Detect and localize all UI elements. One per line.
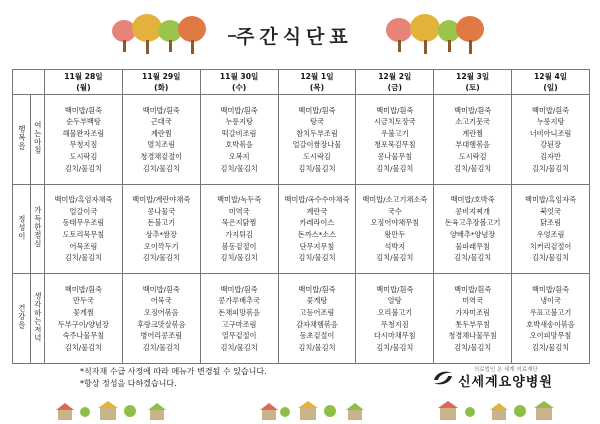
dish-item: 시금치토장국 [373, 117, 416, 127]
menu-cell [200, 184, 278, 274]
dish-item: 병어리콩조림 [140, 331, 183, 341]
dish-item: 얼갈이국 [69, 206, 98, 216]
day-of-week: (일) [543, 83, 558, 92]
hospital-name: 신세계요양병원 [458, 375, 553, 390]
dish-item: 김치/물김치 [142, 342, 180, 352]
dish-item: 김치/물김치 [220, 163, 258, 173]
dish-item: 김치/물김치 [454, 163, 492, 173]
dish-item: 너비아니조림 [529, 128, 572, 138]
dish-item: 백미밥/소고기채소죽 [362, 195, 428, 205]
dish-item: 오이피망무침 [529, 331, 572, 341]
dish-item: 오리불고기 [377, 308, 413, 318]
day-header [434, 70, 512, 95]
dish-item: 양배추*양념장 [450, 229, 496, 239]
houses-illustration [0, 392, 600, 424]
day-header [278, 70, 356, 95]
header-row [13, 70, 590, 95]
dish-item: 알탕 [387, 296, 402, 306]
dish-item: 김치/물김치 [142, 163, 180, 173]
dish-item: 도시락김 [303, 151, 331, 161]
meal-slogan [13, 95, 31, 185]
menu-cell [512, 184, 590, 274]
hospital-foundation: 의료법인 온 세계 의료재단 [474, 367, 538, 373]
dish-item: 다시마채무침 [373, 331, 416, 341]
meal-slogan-text: 건강을 [17, 304, 27, 330]
menu-cell [45, 95, 123, 185]
dish-item: 동태무우조림 [62, 218, 105, 228]
page-title: 주간식단표 [236, 26, 353, 48]
dish-item: 두부구이/양념장 [57, 319, 109, 329]
meal-label [31, 184, 45, 274]
menu-cell [356, 95, 434, 185]
day-header [122, 70, 200, 95]
dish-item: 닭조림 [540, 218, 561, 228]
day-of-week: (화) [154, 83, 169, 92]
day-header [200, 70, 278, 95]
dish-item: 콩가루배추국 [218, 296, 260, 306]
dish-item: 김치/물김치 [531, 163, 570, 173]
dish-item: 김치/물김치 [454, 342, 492, 352]
meal-label [31, 274, 45, 364]
dish-item: 근대국 [150, 117, 172, 127]
dish-item: 김치/물김치 [376, 342, 414, 352]
dish-item: 김치/물김치 [298, 253, 336, 263]
dish-item: 동초겉절이 [299, 331, 335, 341]
dish-item: 누룽지탕 [536, 117, 565, 127]
menu-cell [122, 274, 200, 364]
tree-illustration-right [384, 14, 494, 54]
day-date: 11월 29일 [142, 72, 181, 81]
meal-label-text: 생각하는저녁 [33, 291, 43, 343]
dish-item: 국수 [387, 206, 402, 216]
dish-item: 후랑크맛살볶음 [136, 319, 186, 329]
menu-body [13, 95, 590, 364]
dish-item: 무청지짐 [69, 140, 98, 150]
dish-item: 돈채피망볶음 [218, 308, 260, 318]
dish-item: 백미밥/흰죽 [531, 284, 570, 294]
dish-item: 우불고기 [380, 128, 409, 138]
dish-item: 물파래무침 [455, 241, 490, 251]
dish-item: 김자반 [540, 151, 561, 161]
dish-item: 석박지 [384, 241, 406, 251]
dish-item: 미역국 [228, 206, 250, 216]
dish-item: 왕만두 [384, 229, 406, 239]
dish-item: 백미밥/흰죽 [376, 284, 414, 294]
dish-item: 돈육고추장볼고기 [444, 218, 501, 228]
header [0, 0, 600, 66]
dish-item: 백미밥/녹두죽 [217, 195, 262, 205]
dish-item: 우표고불고기 [529, 308, 572, 318]
dish-item: 백미밥/흑임자죽 [525, 195, 577, 205]
dish-item: 치커리겉절이 [529, 241, 572, 251]
dish-item: 북엇국 [540, 206, 561, 216]
dish-item: 돈불고기 [147, 218, 176, 228]
dish-item: 콩나물무침 [377, 151, 413, 161]
menu-cell [122, 184, 200, 274]
dish-item: 도시락김 [458, 151, 487, 161]
dish-item: 강된장 [540, 140, 561, 150]
hospital-logo [432, 364, 592, 392]
day-date: 11월 28일 [64, 72, 103, 81]
day-of-week: (수) [231, 83, 247, 92]
dish-item: 김치/물김치 [531, 342, 570, 352]
dish-item: 김치/물김치 [454, 253, 492, 263]
dish-item: 도토리묵무침 [62, 229, 105, 239]
dish-item: 냉이국 [540, 296, 561, 306]
day-date: 12월 1일 [300, 72, 334, 81]
dish-item: 백미밥/흰죽 [220, 284, 258, 294]
dish-item: 김치/물김치 [142, 253, 180, 263]
day-date: 12월 4일 [533, 72, 568, 81]
meal-row [13, 95, 590, 185]
dish-item: 백미밥/흰죽 [376, 105, 414, 115]
dish-item: 김치/물김치 [531, 253, 570, 263]
meal-label-text: 여는아침 [33, 120, 43, 155]
dish-item: 백미밥/호박죽 [450, 195, 495, 205]
meal-slogan [13, 184, 31, 274]
dish-item: 고구마조림 [221, 319, 257, 329]
meal-slogan [13, 274, 31, 364]
menu-cell [434, 274, 512, 364]
notes [80, 366, 267, 390]
dish-item: 묵은지닭찜 [221, 218, 257, 228]
dish-item: 톳두부무침 [455, 319, 490, 329]
dish-item: 김치/물김치 [64, 253, 102, 263]
dish-item: 숙주나물무침 [62, 331, 105, 341]
dish-item: 청경채나물무침 [448, 331, 497, 341]
weekly-menu-table [12, 69, 590, 364]
dish-item: 백미밥/흰죽 [142, 284, 180, 294]
day-date: 11월 30일 [219, 72, 259, 81]
menu-cell [356, 274, 434, 364]
dish-item: 순두부백탕 [66, 117, 101, 127]
day-date: 12월 2일 [378, 72, 412, 81]
hospital-swoosh-icon [432, 368, 454, 388]
dish-item: 김치/물김치 [298, 342, 336, 352]
menu-cell [200, 95, 278, 185]
menu-cell [278, 95, 356, 185]
dish-item: 부대햄볶음 [455, 140, 490, 150]
dish-item: 오징어야채무침 [370, 218, 420, 228]
dish-item: 오복지 [228, 151, 250, 161]
dish-item: 가자미조림 [455, 308, 490, 318]
dish-item: 김치/물김치 [220, 342, 258, 352]
dish-item: 해물완자조림 [62, 128, 105, 138]
dish-item: 백미밥/흰죽 [454, 284, 492, 294]
dish-item: 백미밥/흰죽 [64, 284, 102, 294]
meal-label-text: 가득한점심 [33, 206, 43, 249]
menu-cell [45, 184, 123, 274]
meal-label [31, 95, 45, 185]
dish-item: 소고기뭇국 [455, 117, 490, 127]
dish-item: 돈까스*소스 [297, 229, 337, 239]
day-of-week: (토) [465, 83, 480, 92]
dish-item: 가지튀김 [225, 229, 253, 239]
menu-cell [512, 95, 590, 185]
dish-item: 참치두부조림 [296, 128, 338, 138]
meal-row [13, 274, 590, 364]
dish-item: 도시락김 [69, 151, 98, 161]
dish-item: 얼갈이쌈장나물 [292, 140, 342, 150]
dish-item: 계란찜 [462, 128, 484, 138]
dish-item: 우엉조림 [536, 229, 565, 239]
dish-item: 백미밥/흰죽 [142, 105, 180, 115]
menu-cell [434, 184, 512, 274]
dish-item: 호박볶음 [225, 140, 253, 150]
day-header [512, 70, 590, 95]
dish-item: 봄동겉절이 [221, 241, 257, 251]
title-dash [228, 35, 236, 37]
dish-item: 콩나물국 [147, 206, 176, 216]
dish-item: 김치/물김치 [64, 163, 102, 173]
dish-item: 김치/물김치 [220, 253, 258, 263]
menu-cell [200, 274, 278, 364]
dish-item: 김치/물김치 [376, 163, 414, 173]
dish-item: 백미밥/흰죽 [298, 284, 336, 294]
day-header [356, 70, 434, 95]
note-line: *식자재 수급 사정에 따라 메뉴가 변경될 수 있습니다. [80, 367, 267, 376]
dish-item: 고등어조림 [299, 308, 335, 318]
dish-item: 백미밥/흰죽 [220, 105, 258, 115]
note-line: *항상 정성을 다하겠습니다. [80, 379, 177, 388]
dish-item: 김치/물김치 [64, 342, 102, 352]
dish-item: 어묵조림 [69, 241, 98, 251]
dish-item: 무청지짐 [380, 319, 409, 329]
dish-item: 꽃게탕 [306, 296, 328, 306]
dish-item: 단무지무침 [299, 241, 335, 251]
dish-item: 백미밥/옥수수야채죽 [284, 195, 350, 205]
dish-item: 콩비지찌개 [455, 206, 490, 216]
menu-cell [356, 184, 434, 274]
dish-item: 열무겉절이 [221, 331, 257, 341]
dish-item: 멸치조림 [147, 140, 176, 150]
dish-item: 오이깍두기 [143, 241, 179, 251]
dish-item: 백미밥/흰죽 [64, 105, 102, 115]
dish-item: 누룽지탕 [225, 117, 253, 127]
day-header [45, 70, 123, 95]
corner-cell [13, 70, 45, 95]
menu-cell [45, 274, 123, 364]
dish-item: 백미밥/흰죽 [298, 105, 336, 115]
tree-illustration-left [110, 14, 220, 54]
dish-item: 상추*쌈장 [145, 229, 177, 239]
dish-item: 떡갈비조림 [221, 128, 257, 138]
meal-row [13, 184, 590, 274]
dish-item: 탕국 [310, 117, 324, 127]
dish-item: 오징어볶음 [143, 308, 179, 318]
meal-slogan-text: 행복을 [17, 124, 27, 151]
dish-item: 어묵국 [150, 296, 172, 306]
dish-item: 호박새송이볶음 [526, 319, 575, 329]
menu-cell [278, 274, 356, 364]
day-of-week: (금) [387, 83, 402, 92]
dish-item: 감자채햄볶음 [296, 319, 338, 329]
dish-item: 김치/물김치 [298, 163, 336, 173]
dish-item: 백미밥/계란야채죽 [132, 195, 191, 205]
menu-cell [122, 95, 200, 185]
dish-item: 백미밥/흰죽 [531, 105, 570, 115]
dish-item: 백미밥/흰죽 [454, 105, 492, 115]
menu-cell [512, 274, 590, 364]
dish-item: 계란국 [306, 206, 328, 216]
dish-item: 미역국 [462, 296, 484, 306]
day-of-week: (월) [76, 83, 91, 92]
dish-item: 카레라이스 [299, 218, 335, 228]
day-date: 12월 3일 [456, 72, 490, 81]
day-of-week: (목) [309, 83, 325, 92]
menu-cell [278, 184, 356, 274]
dish-item: 백미밥/흑임자채죽 [54, 195, 113, 205]
dish-item: 꽃게찜 [73, 308, 94, 318]
dish-item: 청경채겉절이 [140, 151, 183, 161]
dish-item: 만두국 [73, 296, 94, 306]
dish-item: 계란찜 [150, 128, 172, 138]
dish-item: 청포묵김무침 [373, 140, 416, 150]
dish-item: 김치/물김치 [376, 253, 414, 263]
menu-cell [434, 95, 512, 185]
meal-slogan-text: 정성이 [17, 214, 27, 240]
